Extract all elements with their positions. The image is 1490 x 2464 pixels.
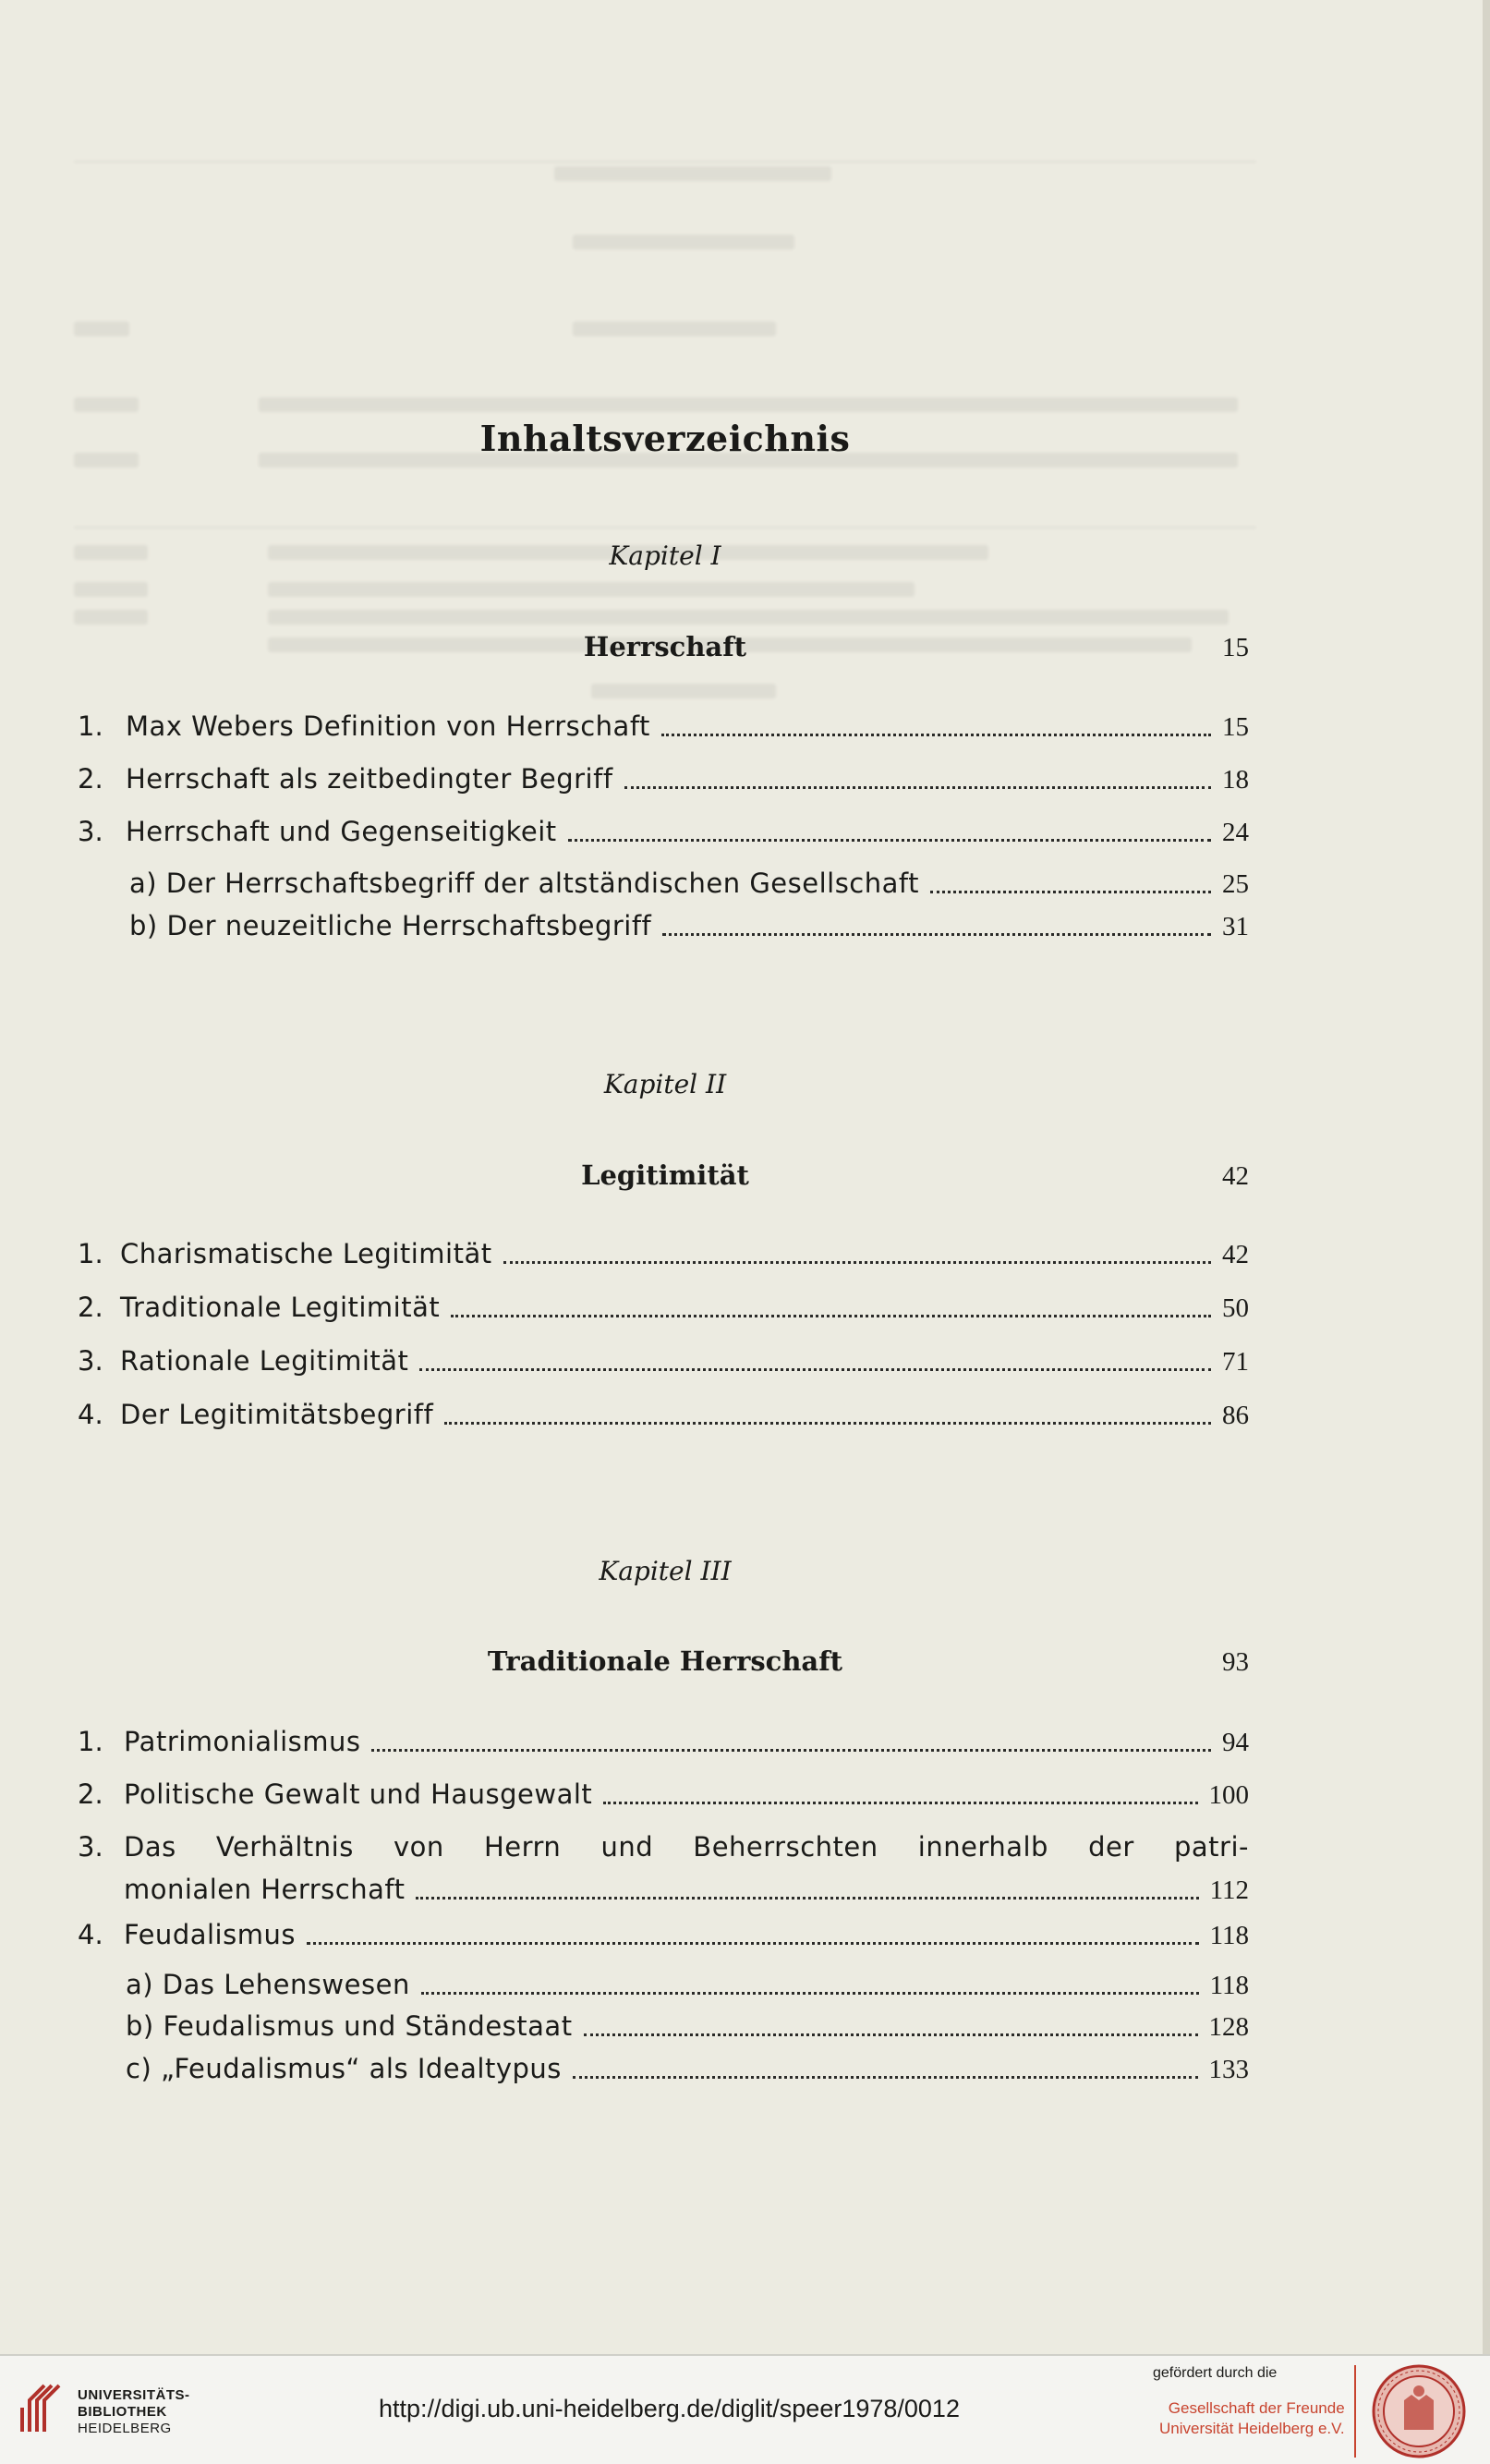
- chapter-heading: [0, 1645, 1249, 1682]
- divider: [1354, 2365, 1356, 2458]
- university-seal-icon: [1371, 2363, 1467, 2459]
- library-logo-icon: [17, 2382, 65, 2435]
- entry-number: 3.: [78, 816, 103, 847]
- toc-subentry[interactable]: [126, 1966, 1249, 2003]
- entry-title: c) „Feudalismus“ als Idealtypus: [126, 2053, 562, 2084]
- chapter-label: Kapitel III: [599, 1556, 732, 1586]
- entry-title: monialen Herrschaft: [124, 1874, 406, 1905]
- leader-dots: [307, 1941, 1199, 1945]
- leader-dots: [573, 2075, 1198, 2079]
- entry-page-number: 118: [1209, 1971, 1249, 2000]
- leader-dots: [371, 1748, 1211, 1752]
- toc-entry[interactable]: [78, 1235, 1249, 1272]
- chapter-title: Traditionale Herrschaft: [487, 1645, 843, 1677]
- chapter-title: Legitimität: [581, 1159, 749, 1191]
- leader-dots: [503, 1260, 1211, 1264]
- entry-title: Politische Gewalt und Hausgewalt: [124, 1778, 593, 1810]
- chapter-heading: [0, 1159, 1249, 1196]
- entry-title-line1: [124, 1828, 1249, 1865]
- entry-title: Traditionale Legitimität: [120, 1292, 441, 1323]
- chapter-page-number: 15: [1222, 633, 1249, 662]
- toc-entry[interactable]: [78, 813, 1249, 850]
- entry-page-number: 25: [1222, 869, 1249, 899]
- toc-subentry[interactable]: [129, 865, 1249, 902]
- library-name-line: HEIDELBERG: [78, 2421, 172, 2436]
- society-name: [1159, 2398, 1345, 2439]
- entry-page-number: 112: [1209, 1875, 1249, 1905]
- word: Verhältnis: [215, 1831, 354, 1863]
- entry-number: 3.: [78, 1345, 103, 1377]
- entry-number: 2.: [78, 763, 103, 795]
- entry-page-number: 86: [1222, 1401, 1249, 1430]
- entry-title: Herrschaft als zeitbedingter Begriff: [126, 763, 613, 795]
- leader-dots: [416, 1896, 1198, 1900]
- entry-title: a) Das Lehenswesen: [126, 1969, 410, 2000]
- leader-dots: [930, 890, 1211, 893]
- toc-entry[interactable]: [78, 1828, 1249, 1913]
- entry-title: Patrimonialismus: [124, 1726, 361, 1757]
- toc-subentry[interactable]: [126, 2008, 1249, 2045]
- entry-title: Feudalismus: [124, 1919, 296, 1950]
- leader-dots: [661, 733, 1211, 736]
- entry-page-number: 24: [1222, 818, 1249, 847]
- leader-dots: [419, 1367, 1211, 1371]
- toc-entry[interactable]: [78, 1342, 1249, 1379]
- society-name-line: Gesellschaft der Freunde: [1168, 2399, 1345, 2417]
- society-name-line: Universität Heidelberg e.V.: [1159, 2420, 1345, 2437]
- leader-dots: [444, 1421, 1211, 1425]
- word: Das: [124, 1831, 176, 1863]
- chapter-page-number: 93: [1222, 1647, 1249, 1677]
- entry-page-number: 71: [1222, 1347, 1249, 1377]
- chapter-heading: [0, 631, 1249, 668]
- entry-page-number: 18: [1222, 765, 1249, 795]
- chapter-page-number: 42: [1222, 1161, 1249, 1191]
- toc-entry[interactable]: [78, 1396, 1249, 1433]
- funded-by-label: gefördert durch die: [1153, 2365, 1278, 2381]
- entry-number: 2.: [78, 1292, 103, 1323]
- entry-title: Charismatische Legitimität: [120, 1238, 492, 1269]
- entry-page-number: 100: [1208, 1780, 1249, 1810]
- toc-subentry[interactable]: [129, 907, 1249, 944]
- chapter-title: Herrschaft: [583, 631, 747, 662]
- entry-number: 1.: [78, 1726, 103, 1757]
- page-title: Inhaltsverzeichnis: [479, 418, 851, 459]
- word: Beherrschten: [693, 1831, 878, 1863]
- library-name: [78, 2387, 190, 2437]
- leader-dots: [421, 1991, 1199, 1995]
- word: und: [600, 1831, 654, 1863]
- toc-entry[interactable]: [78, 760, 1249, 797]
- entry-page-number: 118: [1209, 1921, 1249, 1950]
- leader-dots: [568, 838, 1211, 842]
- chapter-label: Kapitel I: [609, 540, 721, 571]
- entry-title: Herrschaft und Gegenseitigkeit: [126, 816, 557, 847]
- library-name-line: UNIVERSITÄTS-: [78, 2387, 190, 2403]
- toc-entry[interactable]: [78, 1916, 1249, 1953]
- permalink-url[interactable]: http://digi.ub.uni-heidelberg.de/diglit/speer1978/0012: [379, 2395, 960, 2422]
- entry-page-number: 42: [1222, 1240, 1249, 1269]
- word: von: [394, 1831, 444, 1863]
- footer-bar: [0, 2354, 1490, 2464]
- entry-page-number: 15: [1222, 712, 1249, 742]
- toc-entry[interactable]: [78, 708, 1249, 745]
- word: patri-: [1173, 1831, 1249, 1863]
- entry-number: 3.: [78, 1831, 103, 1863]
- entry-page-number: 94: [1222, 1728, 1249, 1757]
- leader-dots: [662, 932, 1211, 936]
- chapter-label: Kapitel II: [603, 1069, 727, 1099]
- entry-number: 2.: [78, 1778, 103, 1810]
- entry-title: Der Legitimitätsbegriff: [120, 1399, 434, 1430]
- toc-subentry[interactable]: [126, 2050, 1249, 2087]
- word: innerhalb: [917, 1831, 1048, 1863]
- entry-number: 4.: [78, 1919, 103, 1950]
- entry-number: 1.: [78, 1238, 103, 1269]
- entry-title: b) Feudalismus und Ständestaat: [126, 2010, 573, 2042]
- toc-entry[interactable]: [78, 1776, 1249, 1813]
- word: Herrn: [483, 1831, 562, 1863]
- toc-entry[interactable]: [78, 1289, 1249, 1326]
- leader-dots: [624, 785, 1211, 789]
- entry-number: 1.: [78, 710, 103, 742]
- entry-title: Rationale Legitimität: [120, 1345, 409, 1377]
- entry-number: 4.: [78, 1399, 103, 1430]
- word: der: [1088, 1831, 1134, 1863]
- entry-page-number: 50: [1222, 1293, 1249, 1323]
- library-name-line: BIBLIOTHEK: [78, 2404, 167, 2420]
- entry-page-number: 133: [1208, 2055, 1249, 2084]
- leader-dots: [451, 1314, 1211, 1317]
- entry-title: b) Der neuzeitliche Herrschaftsbegriff: [129, 910, 652, 941]
- entry-page-number: 31: [1222, 912, 1249, 941]
- entry-title: Max Webers Definition von Herrschaft: [126, 710, 650, 742]
- entry-title: a) Der Herrschaftsbegriff der altständischen Gesellschaft: [129, 868, 919, 899]
- toc-entry[interactable]: [78, 1723, 1249, 1760]
- leader-dots: [584, 2033, 1198, 2036]
- entry-page-number: 128: [1208, 2012, 1249, 2042]
- leader-dots: [603, 1801, 1197, 1804]
